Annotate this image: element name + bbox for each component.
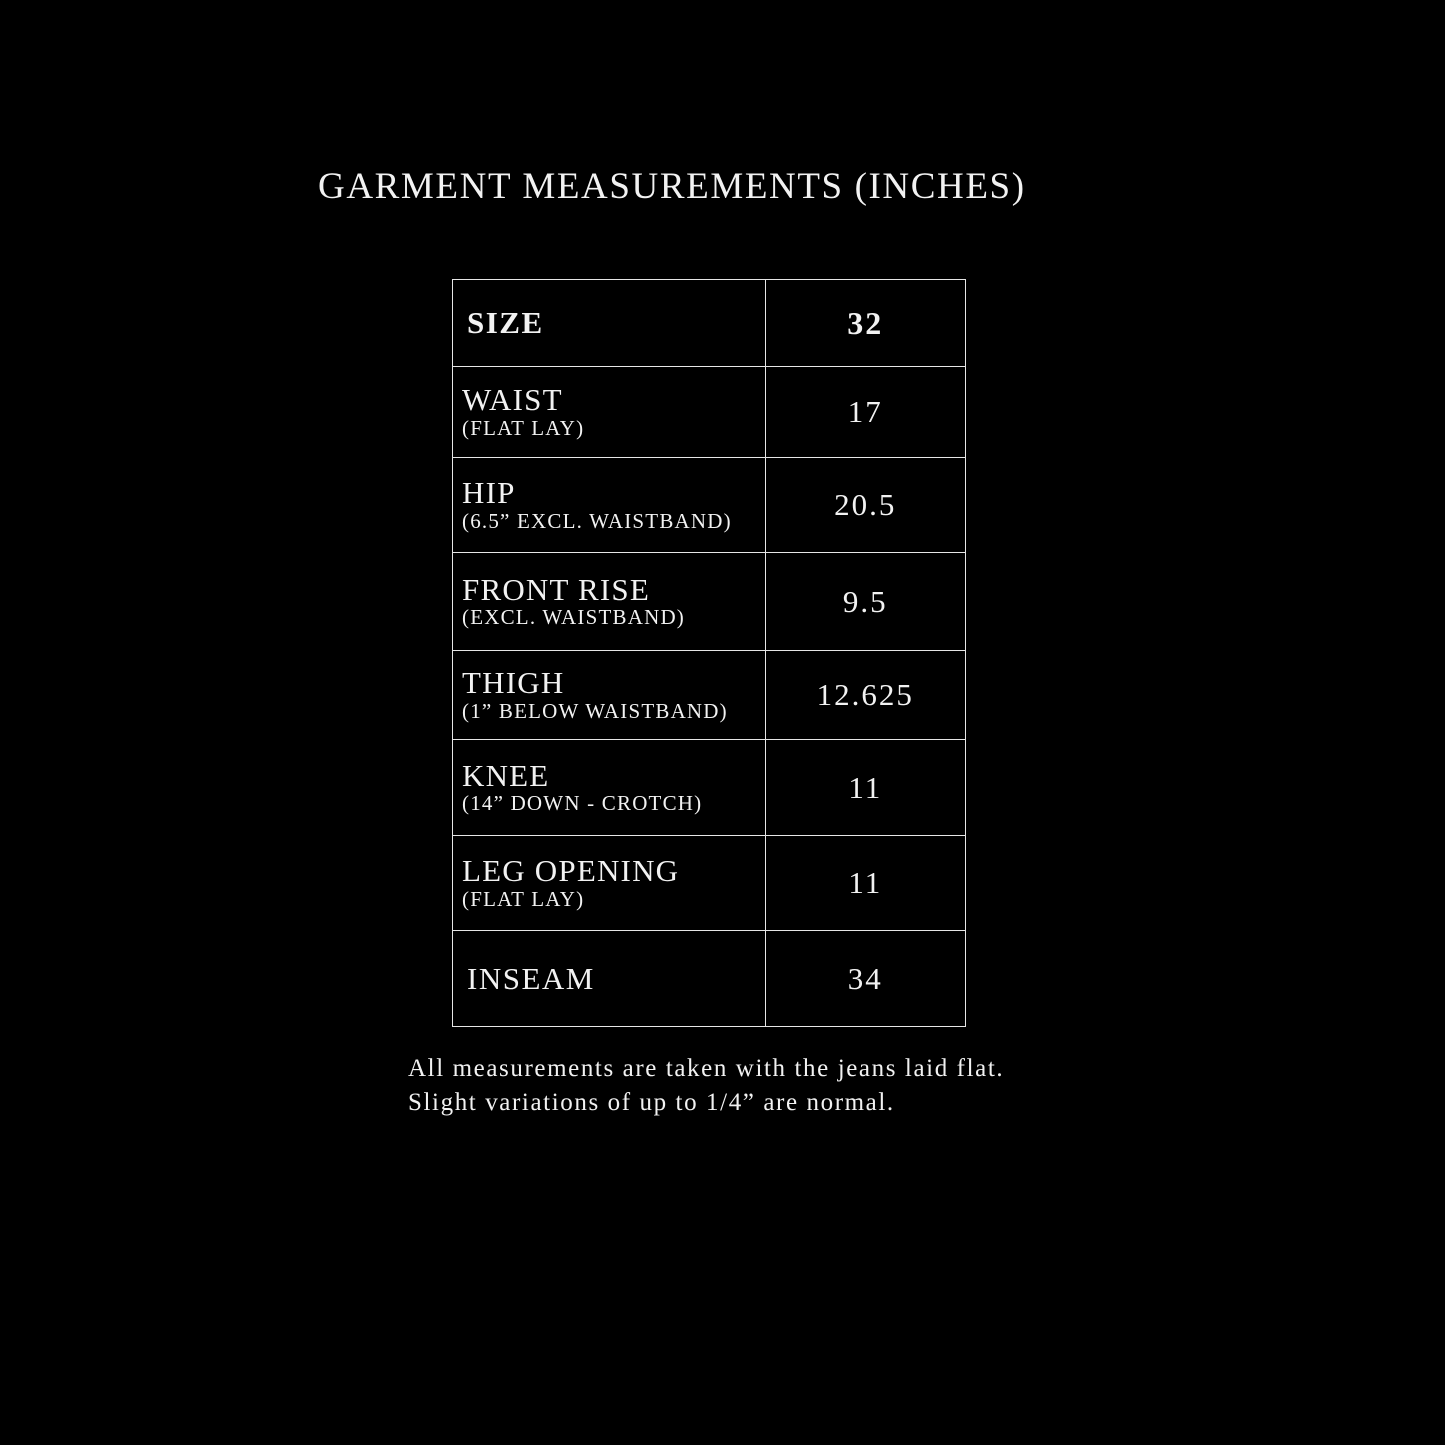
- thigh-label: THIGH: [462, 665, 565, 701]
- front-rise-sublabel: (EXCL. WAISTBAND): [462, 605, 685, 630]
- inseam-value: 34: [765, 931, 965, 1027]
- table-row-leg-opening: [453, 836, 966, 931]
- front-rise-value: 9.5: [765, 553, 965, 651]
- size-value: 32: [765, 280, 965, 367]
- hip-label: HIP: [462, 475, 516, 511]
- table-row-front-rise: [453, 553, 966, 651]
- waist-label: WAIST: [462, 382, 563, 418]
- front-rise-label-cell: [453, 553, 766, 651]
- size-chart-table: [452, 279, 966, 1027]
- hip-label-cell: [453, 458, 766, 553]
- note-line-1: All measurements are taken with the jeans laid flat.: [408, 1055, 1005, 1082]
- front-rise-label: FRONT RISE: [462, 571, 650, 607]
- leg-opening-label-cell: [453, 836, 766, 931]
- size-label: SIZE: [453, 280, 766, 367]
- thigh-label-cell: [453, 651, 766, 740]
- waist-value: 17: [765, 367, 965, 458]
- knee-sublabel: (14” DOWN - CROTCH): [462, 791, 703, 816]
- inseam-label: INSEAM: [453, 931, 766, 1027]
- knee-label: KNEE: [462, 757, 550, 793]
- knee-value: 11: [765, 740, 965, 836]
- table-row-waist: [453, 367, 966, 458]
- thigh-sublabel: (1” BELOW WAISTBAND): [462, 698, 728, 723]
- leg-opening-label: LEG OPENING: [462, 853, 680, 889]
- waist-sublabel: (FLAT LAY): [462, 415, 585, 440]
- table-row-thigh: [453, 651, 966, 740]
- hip-sublabel: (6.5” EXCL. WAISTBAND): [462, 508, 732, 533]
- thigh-value: 12.625: [765, 651, 965, 740]
- table-row-size: [453, 280, 966, 367]
- leg-opening-value: 11: [765, 836, 965, 931]
- waist-label-cell: [453, 367, 766, 458]
- table-row-inseam: [453, 931, 966, 1027]
- table-row-hip: [453, 458, 966, 553]
- knee-label-cell: [453, 740, 766, 836]
- hip-value: 20.5: [765, 458, 965, 553]
- table-row-knee: [453, 740, 966, 836]
- note-line-2: Slight variations of up to 1/4” are normal.: [408, 1089, 895, 1116]
- page-title: GARMENT MEASUREMENTS (INCHES): [318, 166, 1026, 207]
- measurement-note: [408, 1052, 1004, 1120]
- leg-opening-sublabel: (FLAT LAY): [462, 886, 585, 911]
